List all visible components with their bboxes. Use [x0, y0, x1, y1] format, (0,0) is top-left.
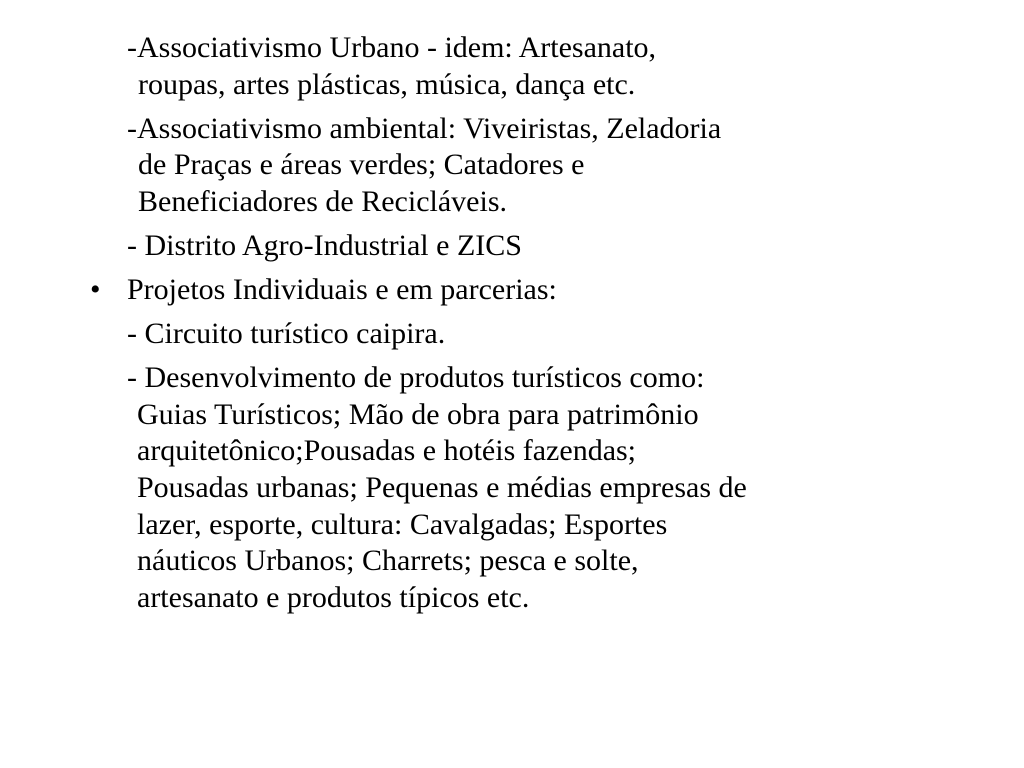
paragraph-distrito-agro-industrial: - Distrito Agro-Industrial e ZICS	[127, 228, 522, 262]
paragraph-associativismo-ambiental: -Associativismo ambiental: Viveiristas, Zeladoria de Praças e áreas verdes; Catadores e Beneficiadores de Recicláveis.	[127, 111, 722, 218]
paragraph-desenvolvimento-produtos: - Desenvolvimento de produtos turísticos como: Guias Turísticos; Mão de obra para patrimônio arquitetônico;Pousadas e hotéis fazendas; Pousadas urbanas; Pequenas e médias empresas de lazer, esporte, cultura: Cavalgadas; Esportes náuticos Urbanos; Charrets; pesca e solte, artesanato e produtos típicos etc.	[127, 361, 747, 614]
bullet-marker: •	[90, 273, 101, 307]
bullet-item-label: Projetos Individuais e em parcerias:	[127, 273, 557, 307]
slide-body	[90, 30, 950, 624]
bullet-item-projetos	[90, 272, 950, 309]
paragraph-associativismo-urbano: -Associativismo Urbano - idem: Artesanato, roupas, artes plásticas, música, dança etc.	[127, 31, 657, 101]
paragraph-circuito-turistico: - Circuito turístico caipira.	[127, 317, 446, 351]
